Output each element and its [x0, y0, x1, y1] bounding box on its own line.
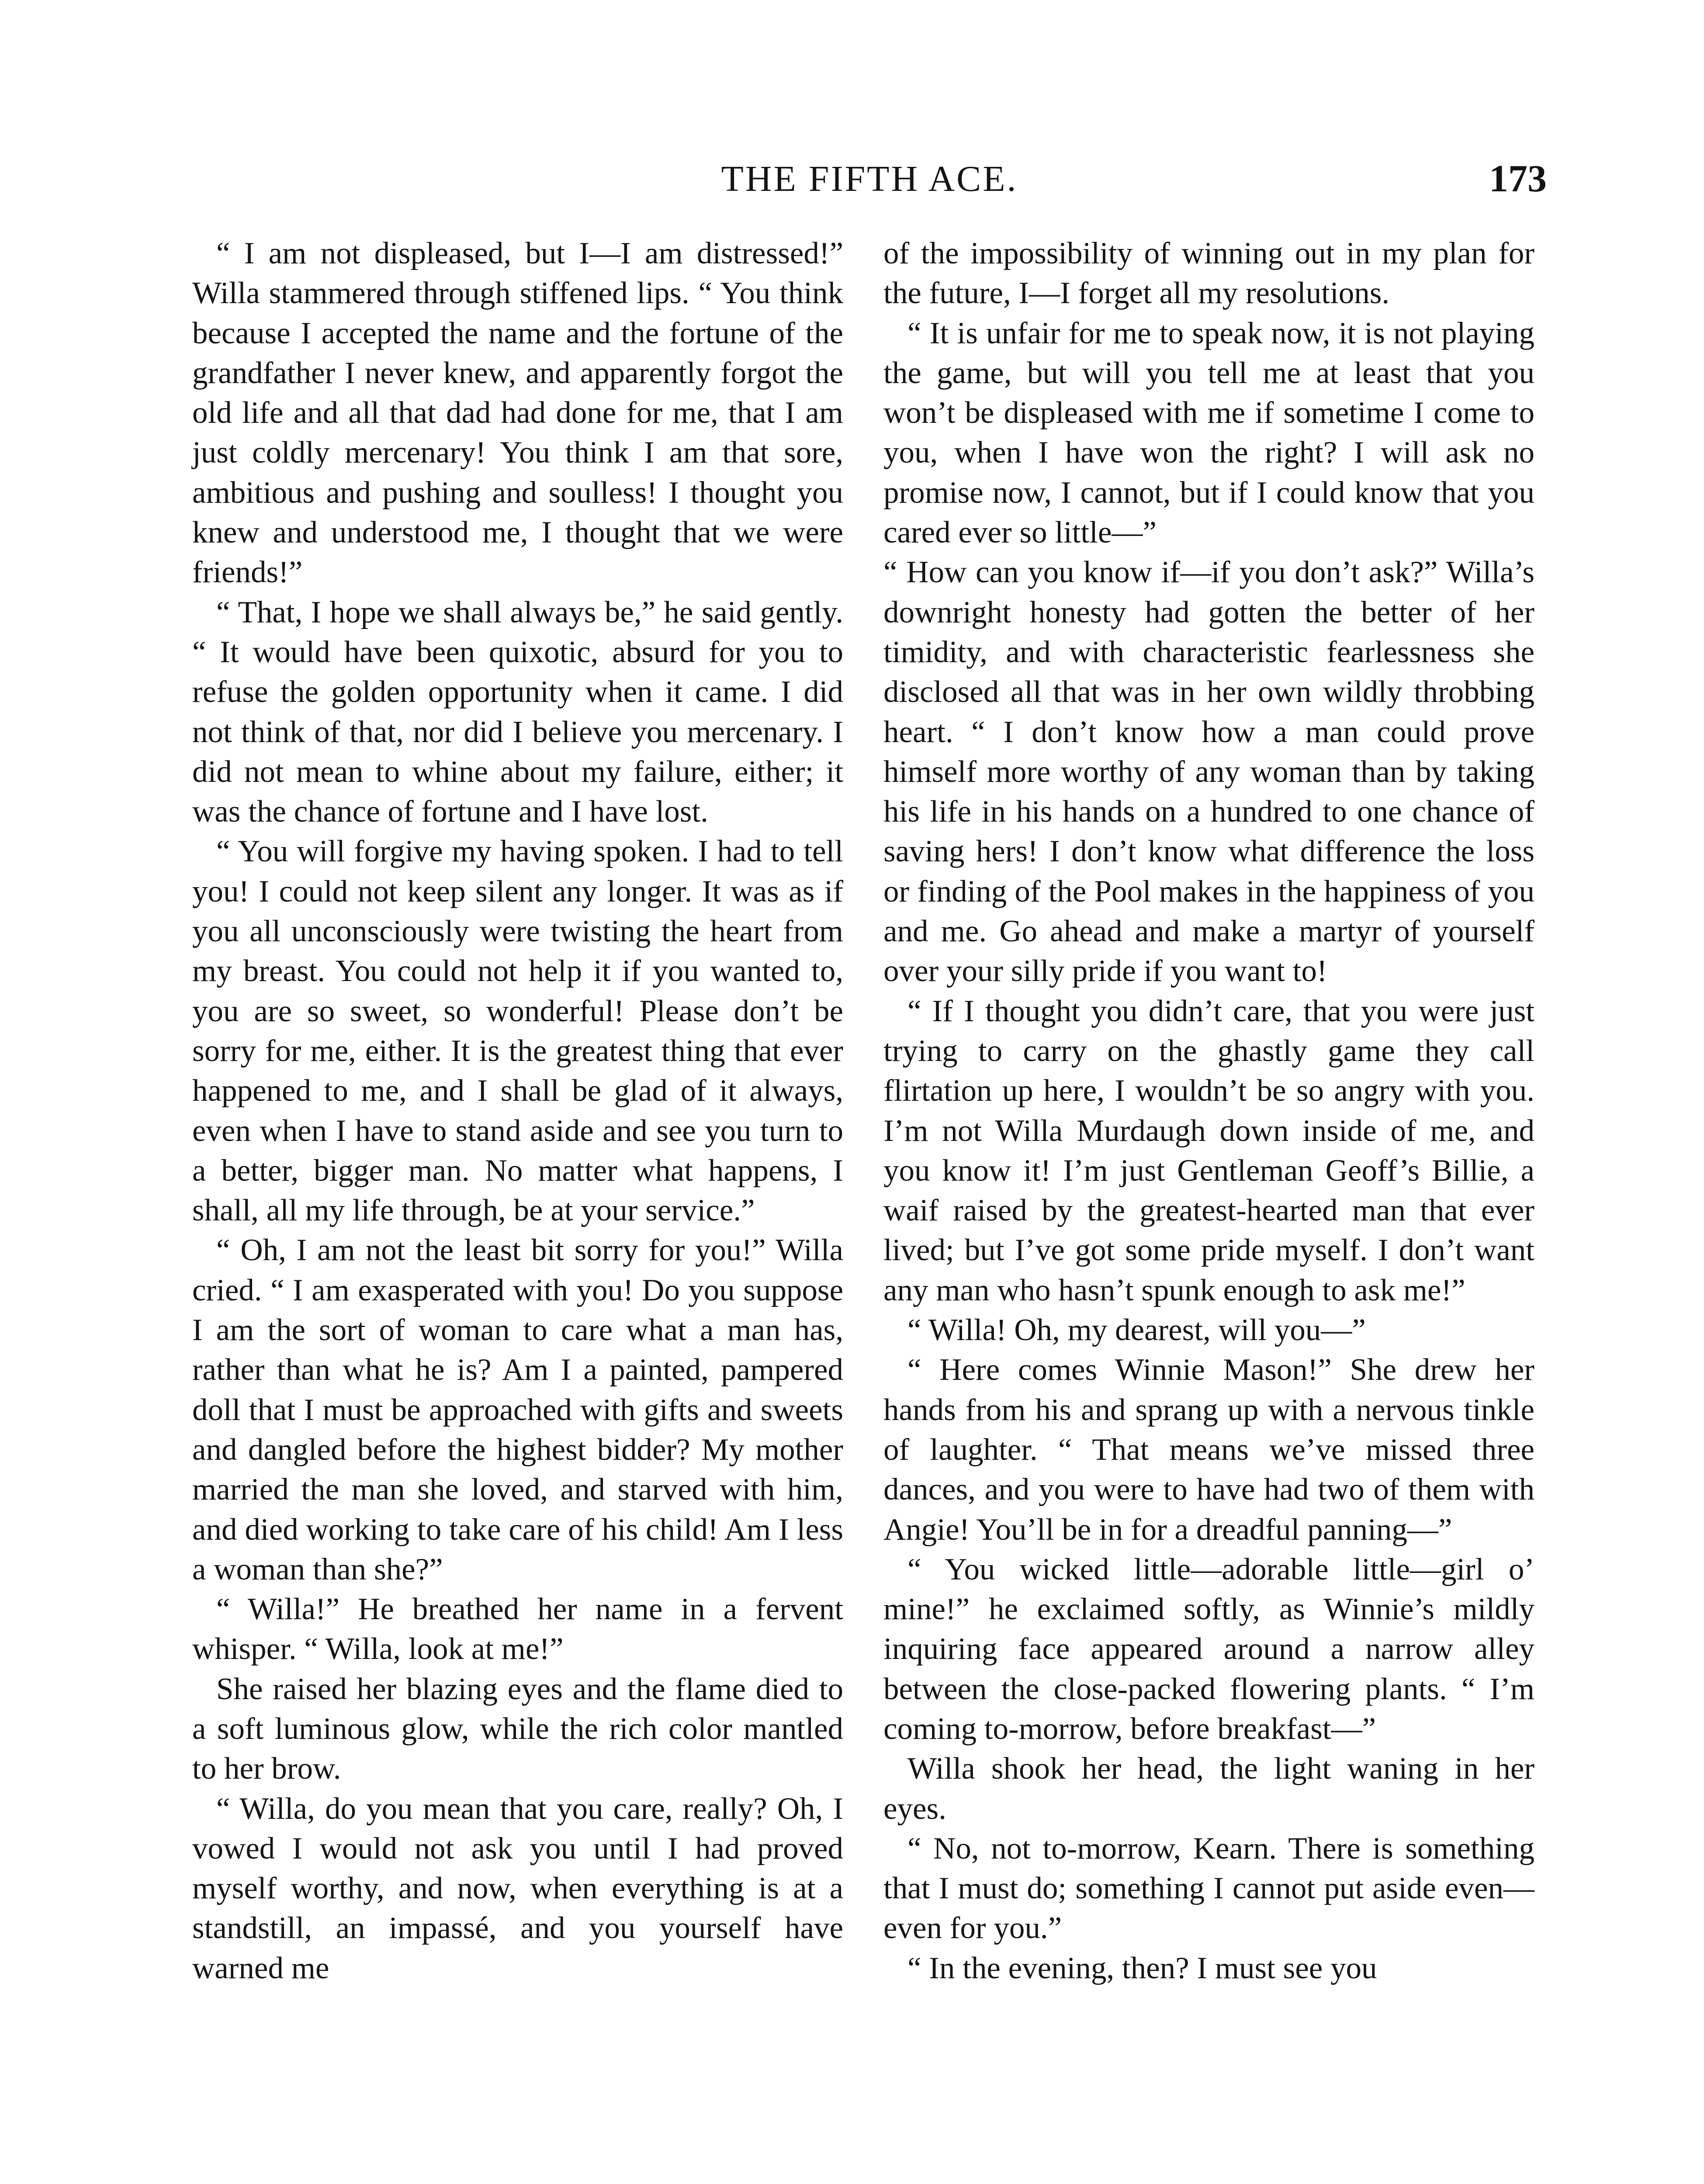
paragraph: of the impossibility of winning out in my plan for the future, I—I forget all my resolutions. — [883, 236, 1534, 311]
running-head — [192, 155, 1547, 203]
running-title: THE FIFTH ACE. — [721, 159, 1018, 199]
paragraph: “ Willa, do you mean that you care, really? Oh, I vowed I would not ask you until I had proved myself worthy, and now, when everything is at a standstill, an impassé, and you yourself have warned me — [192, 1791, 843, 1985]
paragraph: “ In the evening, then? I must see you — [907, 1951, 1377, 1985]
paragraph: “ Here comes Winnie Mason!” She drew her hands from his and sprang up with a nervous tinkle of laughter. “ That means we’ve missed three dances, and you were to have had two of them with Angie! You’ll be in for a dreadful panning—” — [883, 1353, 1534, 1547]
paragraph: “ Willa!” He breathed her name in a fervent whisper. “ Willa, look at me!” — [192, 1592, 843, 1666]
paragraph: “ Oh, I am not the least bit sorry for you!” Willa cried. “ I am exasperated with you! Do you suppose I am the sort of woman to care what a man has, rather than what he is? Am I a painted, pampered doll that I must be approached with gifts and sweets and dangled before the highest bidder? My mother married the man she loved, and starved with him, and died working to take care of his child! Am I less a woman than she?” — [192, 1233, 843, 1586]
paragraph: “ That, I hope we shall always be,” he said gently. “ It would have been quixotic, absurd for you to refuse the golden opportunity when it came. I did not think of that, nor did I believe you mercenary. I did not mean to whine about my failure, either; it was the chance of fortune and I have lost. — [192, 595, 843, 829]
paragraph: “ You wicked little—adorable little—girl o’ mine!” he exclaimed softly, as Winnie’s mildly inquiring face appeared around a narrow alley between the close-packed flowering plants. “ I’m coming to-morrow, before breakfast—” — [883, 1552, 1534, 1746]
paragraph: “ Willa! Oh, my dearest, will you—” — [907, 1313, 1366, 1348]
paragraph: “ If I thought you didn’t care, that you were just trying to carry on the ghastly game they call flirtation up here, I wouldn’t be so angry with you. I’m not Willa Murdaugh down inside of me, and you know it! I’m just Gentleman Geoff’s Billie, a waif raised by the greatest-hearted man that ever lived; but I’ve got some pride myself. I don’t want any man who hasn’t spunk enough to ask me!” — [883, 994, 1534, 1307]
paragraph: “ It is unfair for me to speak now, it is not playing the game, but will you tell me at least that you won’t be displeased with me if sometime I come to you, when I have won the right? I will ask no promise now, I cannot, but if I could know that you cared ever so little—” — [883, 316, 1534, 550]
paragraph: “ How can you know if—if you don’t ask?” Willa’s downright honesty had gotten the better of her timidity, and with characteristic fearlessness she disclosed all that was in her own wildly throbbing heart. “ I don’t know how a man could prove himself more worthy of any woman than by taking his life in his hands on a hundred to one chance of saving hers! I don’t know what difference the loss or finding of the Pool makes in the happiness of you and me. Go ahead and make a martyr of yourself over your silly pride if you want to! — [883, 555, 1534, 988]
paragraph: “ I am not displeased, but I—I am distressed!” Willa stammered through stiffened lips. “ You think because I accepted the name and the fortune of the grandfather I never knew, and apparently forgot the old life and all that dad had done for me, that I am just coldly mercenary! You think I am that sore, ambitious and pushing and soulless! I thought you knew and understood me, I thought that we were friends!” — [192, 236, 843, 590]
page-number: 173 — [1489, 158, 1547, 200]
right-column — [883, 234, 1534, 1988]
left-column — [192, 234, 843, 1988]
paragraph: She raised her blazing eyes and the flame died to a soft luminous glow, while the rich color mantled to her brow. — [192, 1672, 843, 1786]
paragraph: “ No, not to-morrow, Kearn. There is something that I must do; something I cannot put aside even—even for you.” — [883, 1831, 1534, 1946]
paragraph: “ You will forgive my having spoken. I had to tell you! I could not keep silent any longer. It was as if you all unconsciously were twisting the heart from my breast. You could not help it if you wanted to, you are so sweet, so wonderful! Please don’t be sorry for me, either. It is the greatest thing that ever happened to me, and I shall be glad of it always, even when I have to stand aside and see you turn to a better, bigger man. No matter what happens, I shall, all my life through, be at your service.” — [192, 834, 843, 1228]
paragraph: Willa shook her head, the light waning in her eyes. — [883, 1752, 1534, 1826]
